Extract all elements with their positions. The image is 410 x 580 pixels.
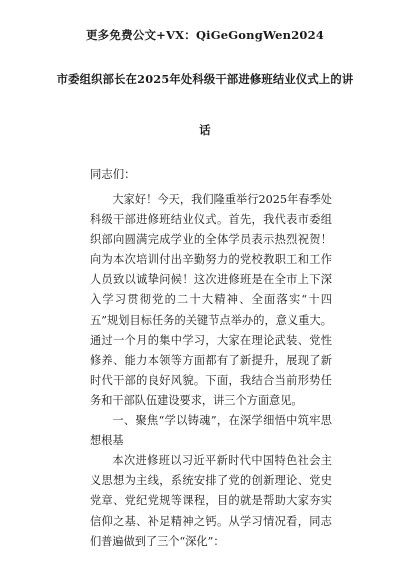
document-body	[90, 190, 332, 552]
header-note: 更多免费公文+VX：QiGeGongWen2024	[85, 28, 325, 42]
paragraph-section-1: 本次进修班以习近平新时代中国特色社会主义思想为主线，系统安排了党的创新理论、党史党章、党纪党规等课程，目的就是帮助大家夯实信仰之基、补足精神之钙。从学习情况看，同志们普遍做到了三个“深化”：	[90, 454, 332, 548]
salutation: 同志们：	[90, 167, 136, 181]
section-heading-1: 一、聚焦“学以铸魂”，在深学细悟中筑牢思想根基	[90, 414, 332, 448]
document-title-line-2: 话	[199, 123, 211, 137]
paragraph-opening: 大家好！今天，我们隆重举行2025年春季处科级干部进修班结业仪式。首先，我代表市委组织部向圆满完成学业的全体学员表示热烈祝贺！向为本次培训付出辛勤努力的党校教职工和工作人员致以诚挚问候！这次进修班是在全市上下深入学习贯彻党的二十大精神、全面落实“十四五”规划目标任务的关键节点举办的，意义重大。通过一个月的集中学习，大家在理论武装、党性修养、能力本领等方面都有了新提升，展现了新时代干部的良好风貌。下面，我结合当前形势任务和干部队伍建设要求，讲三个方面意见。	[90, 193, 332, 407]
document-title-line-1: 市委组织部长在2025年处科级干部进修班结业仪式上的讲	[56, 72, 354, 86]
